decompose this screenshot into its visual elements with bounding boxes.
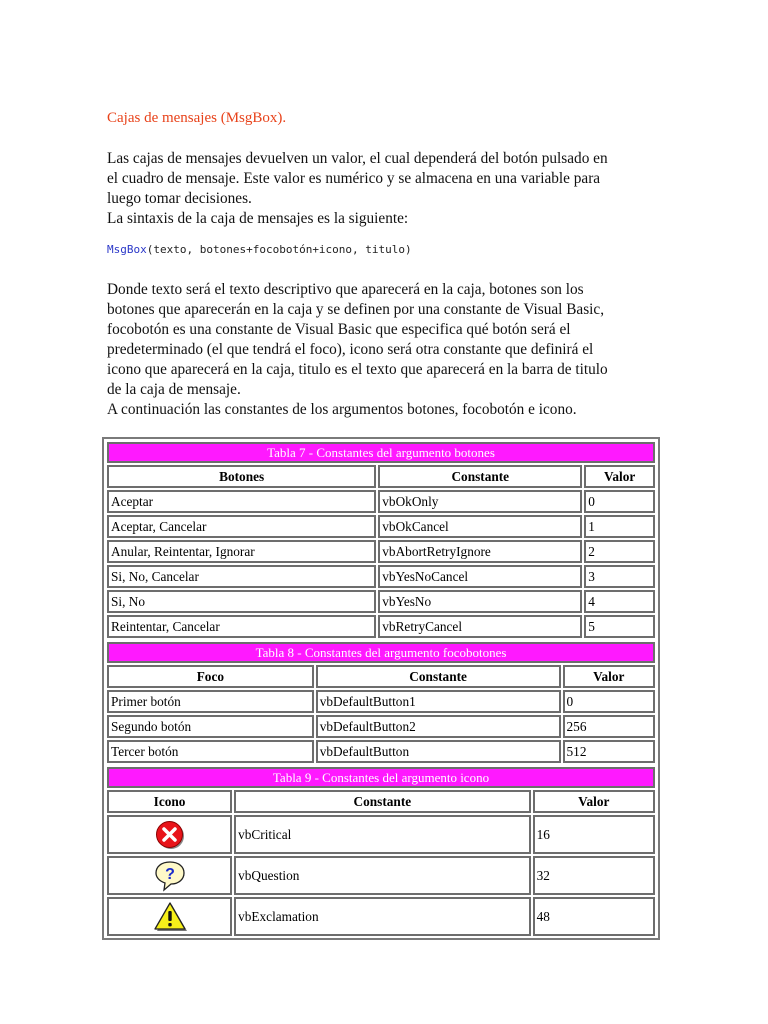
table-cell: vbYesNoCancel — [378, 565, 582, 588]
column-header: Constante — [234, 790, 530, 813]
table-cell: 48 — [533, 897, 655, 936]
description-line: A continuación las constantes de los argumentos botones, focobotón e icono. — [107, 401, 577, 418]
description-line: botones que aparecerán en la caja y se definen por una constante de Visual Basic, — [107, 301, 605, 318]
table-cell: 1 — [584, 515, 655, 538]
table-caption: Tabla 7 - Constantes del argumento botones — [107, 442, 655, 463]
table-cell: vbOkCancel — [378, 515, 582, 538]
syntax-code — [107, 243, 412, 256]
intro-line: el cuadro de mensaje. Este valor es numérico y se almacena en una variable para — [107, 170, 601, 187]
table-caption: Tabla 9 - Constantes del argumento icono — [107, 767, 655, 788]
table-row — [107, 515, 655, 538]
description-line: focobotón es una constante de Visual Basic que especifica qué botón será el — [107, 321, 571, 338]
table-cell: 512 — [563, 740, 655, 763]
table-cell: 5 — [584, 615, 655, 638]
table-cell: vbDefaultButton — [316, 740, 561, 763]
table-cell: vbExclamation — [234, 897, 530, 936]
svg-text:?: ? — [164, 865, 175, 883]
intro-line: Las cajas de mensajes devuelven un valor, el cual dependerá del botón pulsado en — [107, 150, 608, 167]
table-cell: 16 — [533, 815, 655, 854]
table-cell: vbRetryCancel — [378, 615, 582, 638]
table-row — [107, 590, 655, 613]
column-header: Valor — [584, 465, 655, 488]
table-cell: 4 — [584, 590, 655, 613]
exclamation-icon — [151, 901, 189, 933]
page-heading: Cajas de mensajes (MsgBox). — [107, 110, 287, 126]
table-row — [107, 897, 655, 936]
description-line: predeterminado (el que tendrá el foco), icono será otra constante que definirá el — [107, 341, 594, 358]
description-line: icono que aparecerá en la caja, titulo es el texto que aparecerá en la barra de titulo — [107, 361, 608, 378]
table-row — [107, 740, 655, 763]
table-botones — [105, 440, 657, 640]
column-header: Valor — [563, 665, 655, 688]
table-caption: Tabla 8 - Constantes del argumento focobotones — [107, 642, 655, 663]
table-cell: Primer botón — [107, 690, 314, 713]
table-cell: Si, No — [107, 590, 376, 613]
table-row — [107, 490, 655, 513]
table-cell: vbCritical — [234, 815, 530, 854]
intro-line: luego tomar decisiones. — [107, 190, 252, 207]
table-cell: Si, No, Cancelar — [107, 565, 376, 588]
intro-line: La sintaxis de la caja de mensajes es la siguiente: — [107, 210, 409, 227]
syntax-args: (texto, botones+focobotón+icono, titulo) — [146, 243, 412, 256]
icon-cell — [107, 856, 232, 895]
table-cell: vbYesNo — [378, 590, 582, 613]
table-row — [107, 856, 655, 895]
table-cell: 3 — [584, 565, 655, 588]
critical-icon — [154, 819, 186, 851]
table-cell: Anular, Reintentar, Ignorar — [107, 540, 376, 563]
description-line: de la caja de mensaje. — [107, 381, 241, 398]
intro-paragraph — [107, 149, 667, 229]
table-cell: vbDefaultButton2 — [316, 715, 561, 738]
question-icon — [153, 859, 187, 893]
icon-cell — [107, 897, 232, 936]
table-cell: Aceptar, Cancelar — [107, 515, 376, 538]
table-cell: Tercer botón — [107, 740, 314, 763]
column-header: Botones — [107, 465, 376, 488]
column-header: Valor — [533, 790, 655, 813]
column-header: Icono — [107, 790, 232, 813]
table-cell: vbAbortRetryIgnore — [378, 540, 582, 563]
table-row — [107, 715, 655, 738]
table-cell: 0 — [584, 490, 655, 513]
column-header: Constante — [316, 665, 561, 688]
syntax-keyword: MsgBox — [107, 243, 147, 256]
table-cell: Reintentar, Cancelar — [107, 615, 376, 638]
table-cell: 32 — [533, 856, 655, 895]
table-cell: Segundo botón — [107, 715, 314, 738]
table-cell: 2 — [584, 540, 655, 563]
table-row — [107, 615, 655, 638]
icon-cell — [107, 815, 232, 854]
table-row — [107, 690, 655, 713]
table-cell: vbQuestion — [234, 856, 530, 895]
table-cell: 0 — [563, 690, 655, 713]
description-line: Donde texto será el texto descriptivo que aparecerá en la caja, botones son los — [107, 281, 584, 298]
table-focobotones — [105, 640, 657, 765]
table-row — [107, 815, 655, 854]
table-icono — [105, 765, 657, 938]
constants-tables — [102, 437, 660, 940]
table-cell: Aceptar — [107, 490, 376, 513]
table-cell: vbOkOnly — [378, 490, 582, 513]
column-header: Constante — [378, 465, 582, 488]
description-paragraph — [107, 280, 667, 420]
table-row — [107, 565, 655, 588]
table-row — [107, 540, 655, 563]
table-cell: 256 — [563, 715, 655, 738]
table-cell: vbDefaultButton1 — [316, 690, 561, 713]
column-header: Foco — [107, 665, 314, 688]
